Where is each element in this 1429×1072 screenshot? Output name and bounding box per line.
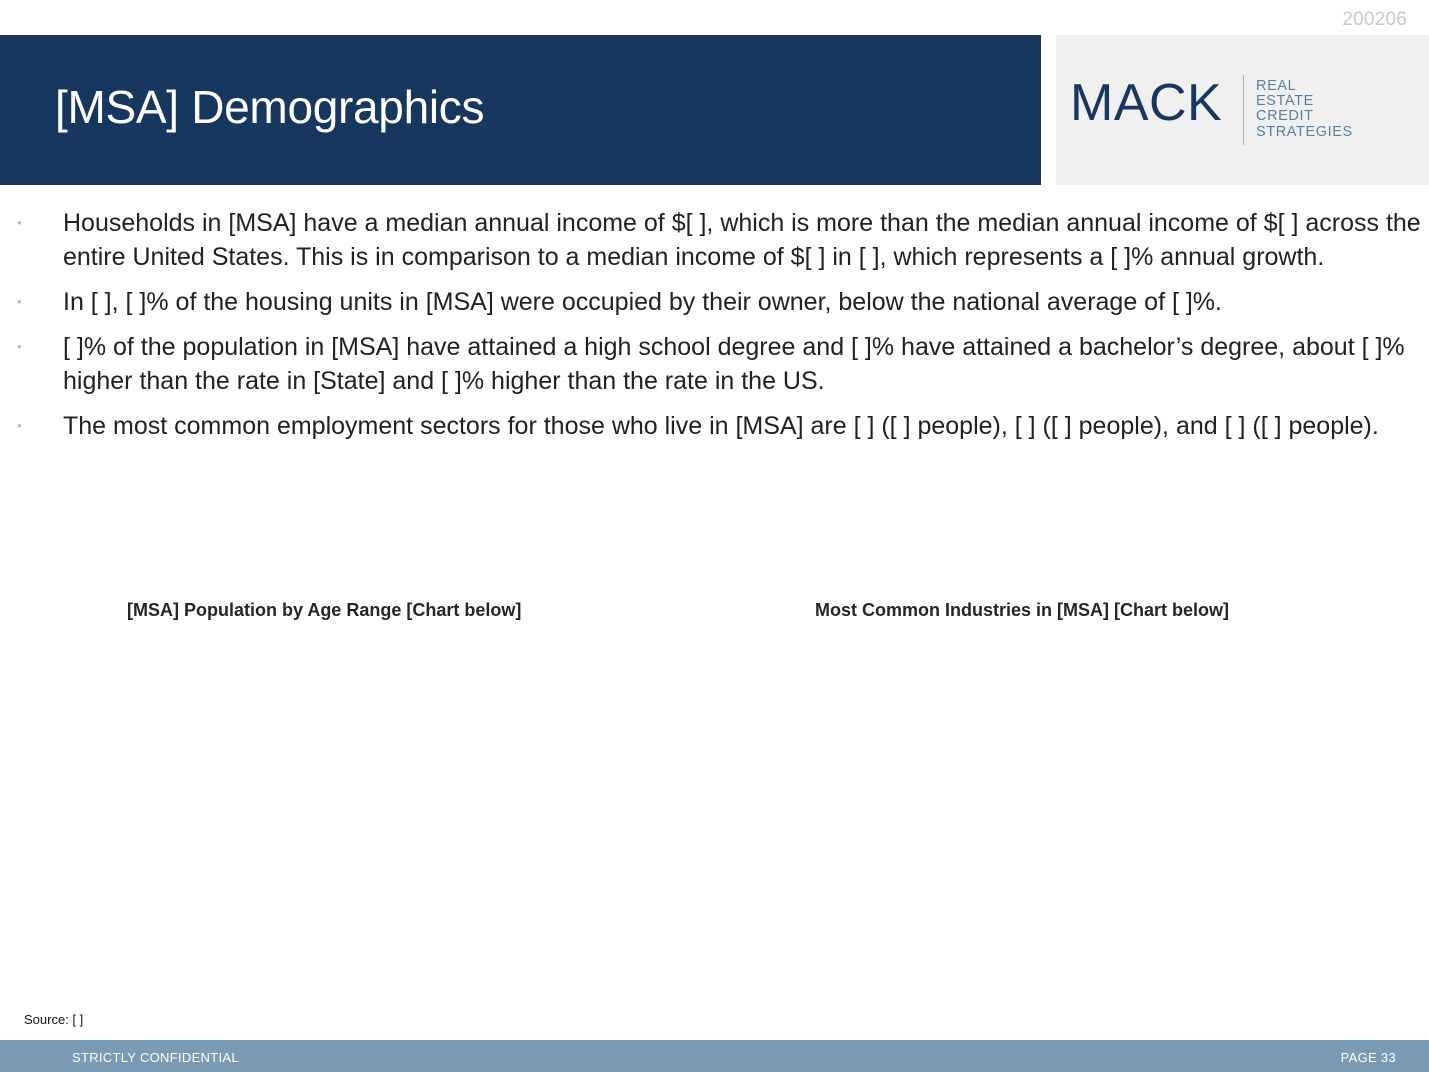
company-logo [1056,35,1429,185]
bullet-text: The most common employment sectors for those who live in [MSA] are [ ] ([ ] people), [ ] ([ ] people), and [ ] ([ ] people). [63,412,1379,440]
age-range-chart-title: [MSA] Population by Age Range [Chart below] [127,600,522,620]
document-id: 200206 [1342,9,1407,30]
page-number: PAGE 33 [1340,1050,1396,1065]
bullet-item [0,330,1429,398]
logo-tagline-line: REAL [1256,78,1297,94]
bullet-text: In [ ], [ ]% of the housing units in [MSA] were occupied by their owner, below the national average of [ ]%. [63,288,1222,316]
bullet-icon: • [17,294,22,309]
logo-tagline-line: CREDIT [1256,108,1314,125]
bullet-item [0,285,1429,319]
bullet-icon: • [17,339,22,354]
bullet-icon: • [17,215,22,230]
confidentiality-label: STRICTLY CONFIDENTIAL [72,1050,239,1065]
industries-chart-title: Most Common Industries in [MSA] [Chart below] [815,600,1229,620]
bullet-text: [ ]% of the population in [MSA] have attained a high school degree and [ ]% have attained a bachelor’s degree, about [ ]% higher than the rate in [State] and [ ]% higher than the rate in the US. [63,333,1405,395]
bullet-item [0,206,1429,274]
logo-tagline-line: STRATEGIES [1256,123,1353,140]
footer-bar [0,1040,1429,1072]
logo-tagline [1256,79,1353,140]
source-note: Source: [ ] [24,1012,84,1027]
logo-tagline-line: ESTATE [1256,93,1314,110]
logo-wordmark: MACK [1070,74,1223,132]
bullet-list [0,206,1429,454]
logo-divider [1243,75,1244,145]
bullet-item [0,409,1429,443]
bullet-icon: • [17,418,22,433]
bullet-text: Households in [MSA] have a median annual income of $[ ], which is more than the median annual income of $[ ] across the entire United States. This is in comparison to a median income of $[ ] in [ ], which represents a [ ]% annual growth. [63,209,1421,271]
page-title: [MSA] Demographics [55,81,485,133]
